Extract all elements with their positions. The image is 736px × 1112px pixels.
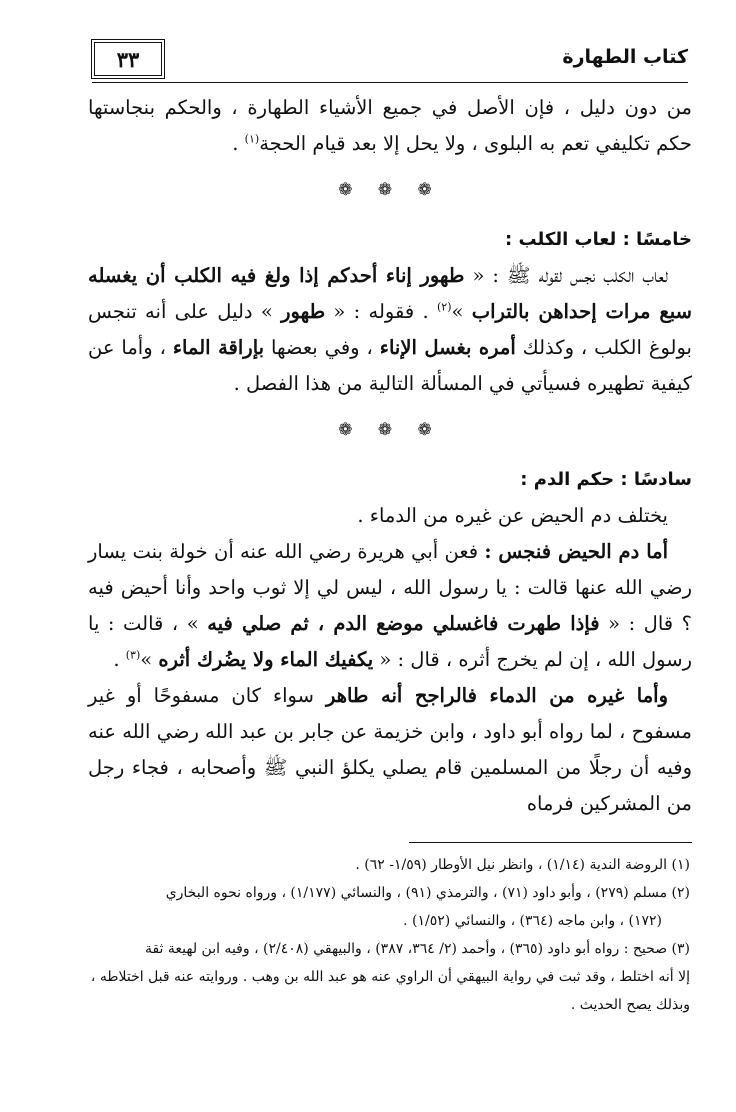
footnote-3-end: وبذلك يصح الحديث . <box>570 997 690 1013</box>
other-blood-paragraph: وأما غيره من الدماء فالراجح أنه طاهر سواء كان مسفوحًا أو غير مسفوح ، لما رواه أبو داود ، وابن خزيمة عن جابر بن عبد الله رضي الله عنه وفيه أن رجلًا من المسلمين قام يصلي يكلؤ النبي ﷺ وأصحابه ، فجاء رجل من المشركين فرماه <box>88 684 692 815</box>
footnotes <box>80 851 690 1019</box>
menstrual-blood-paragraph: أما دم الحيض فنجس : فعن أبي هريرة رضي الله عنه أن خولة بنت يسار رضي الله عنها قالت : يا رسول الله ، ليس لي إلا ثوب واحد وأنا أحيض فيه ؟ قال : « فإذا طهرت فاغسلي موضع الدم ، ثم صلي فيه » ، قالت : يا رسول الله ، إن لم يخرج أثره ، قال : « يكفيك الماء ولا يضُرك أثره »$^{(٣)}$ . <box>88 540 692 671</box>
blood-intro-paragraph: يختلف دم الحيض عن غيره من الدماء . <box>357 504 668 527</box>
page-number-box <box>94 42 162 76</box>
footnote-1: (١) الروضة الندية (١/١٤) ، وانظر نيل الأوطار (١/٥٩- ٦٢) . <box>355 857 690 873</box>
footnote-2-continued: (١٧٢) ، وابن ماجه (٣٦٤) ، والنسائي (١/٥٢) . <box>403 913 662 929</box>
footnote-2: (٢) مسلم (٢٧٩) ، وأبو داود (٧١) ، والترمذي (٩١) ، والنسائي (١/١٧٧) ، ورواه نحوه البخاري <box>165 885 690 901</box>
section-heading-dog-saliva: خامسًا : لعاب الكلب : <box>505 229 692 250</box>
page-number: ٣٣ <box>116 46 140 72</box>
footnote-ref-2: (٢) <box>437 300 452 314</box>
intro-paragraph: من دون دليل ، فإن الأصل في جميع الأشياء الطهارة ، والحكم بنجاستها حكم تكليفي تعم به البلوى ، ولا يحل إلا بعد قيام الحجة$^{(١)}$ . <box>88 96 692 155</box>
page-header <box>92 40 688 83</box>
footnote-3: (٣) صحيح : رواه أبو داود (٣٦٥) ، وأحمد (٢/ ٣٦٤، ٣٨٧) ، والبيهقي (٢/٤٠٨) ، وفيه ابن لهيعة ثقة <box>144 941 690 957</box>
section-heading-blood: سادسًا : حكم الدم : <box>520 469 692 490</box>
hadith-text: طهور إناء أحدكم إذا ولغ فيه الكلب أن يغسله سبع مرات إحداهن بالتراب <box>88 264 692 323</box>
footnote-ref-1: (١) <box>244 132 260 146</box>
main-text <box>88 90 692 822</box>
book-title: كتاب الطهارة <box>562 46 688 68</box>
footnote-ref-3: (٣) <box>125 648 141 662</box>
dog-saliva-paragraph: لعاب الكلب نجس لقوله ﷺ : « طهور إناء أحدكم إذا ولغ فيه الكلب أن يغسله سبع مرات إحداهن بالتراب »$^{(٢)}$ . فقوله : « طهور » دليل على أنه تنجس بولوغ الكلب ، وكذلك أمره بغسل الإناء ، وفي بعضها بإراقة الماء ، وأما عن كيفية تطهيره فسيأتي في المسألة التالية من هذا الفصل . <box>88 264 692 395</box>
footnote-divider <box>409 842 692 843</box>
section-divider: ❁ ❁ ❁ <box>338 180 442 200</box>
footnote-3-continued: إلا أنه اختلط ، وقد ثبت في رواية البيهقي أن الراوي عنه هو عبد الله بن وهب . وروايته عنه قبل اختلاطه ، <box>90 969 690 985</box>
section-divider: ❁ ❁ ❁ <box>338 420 442 440</box>
